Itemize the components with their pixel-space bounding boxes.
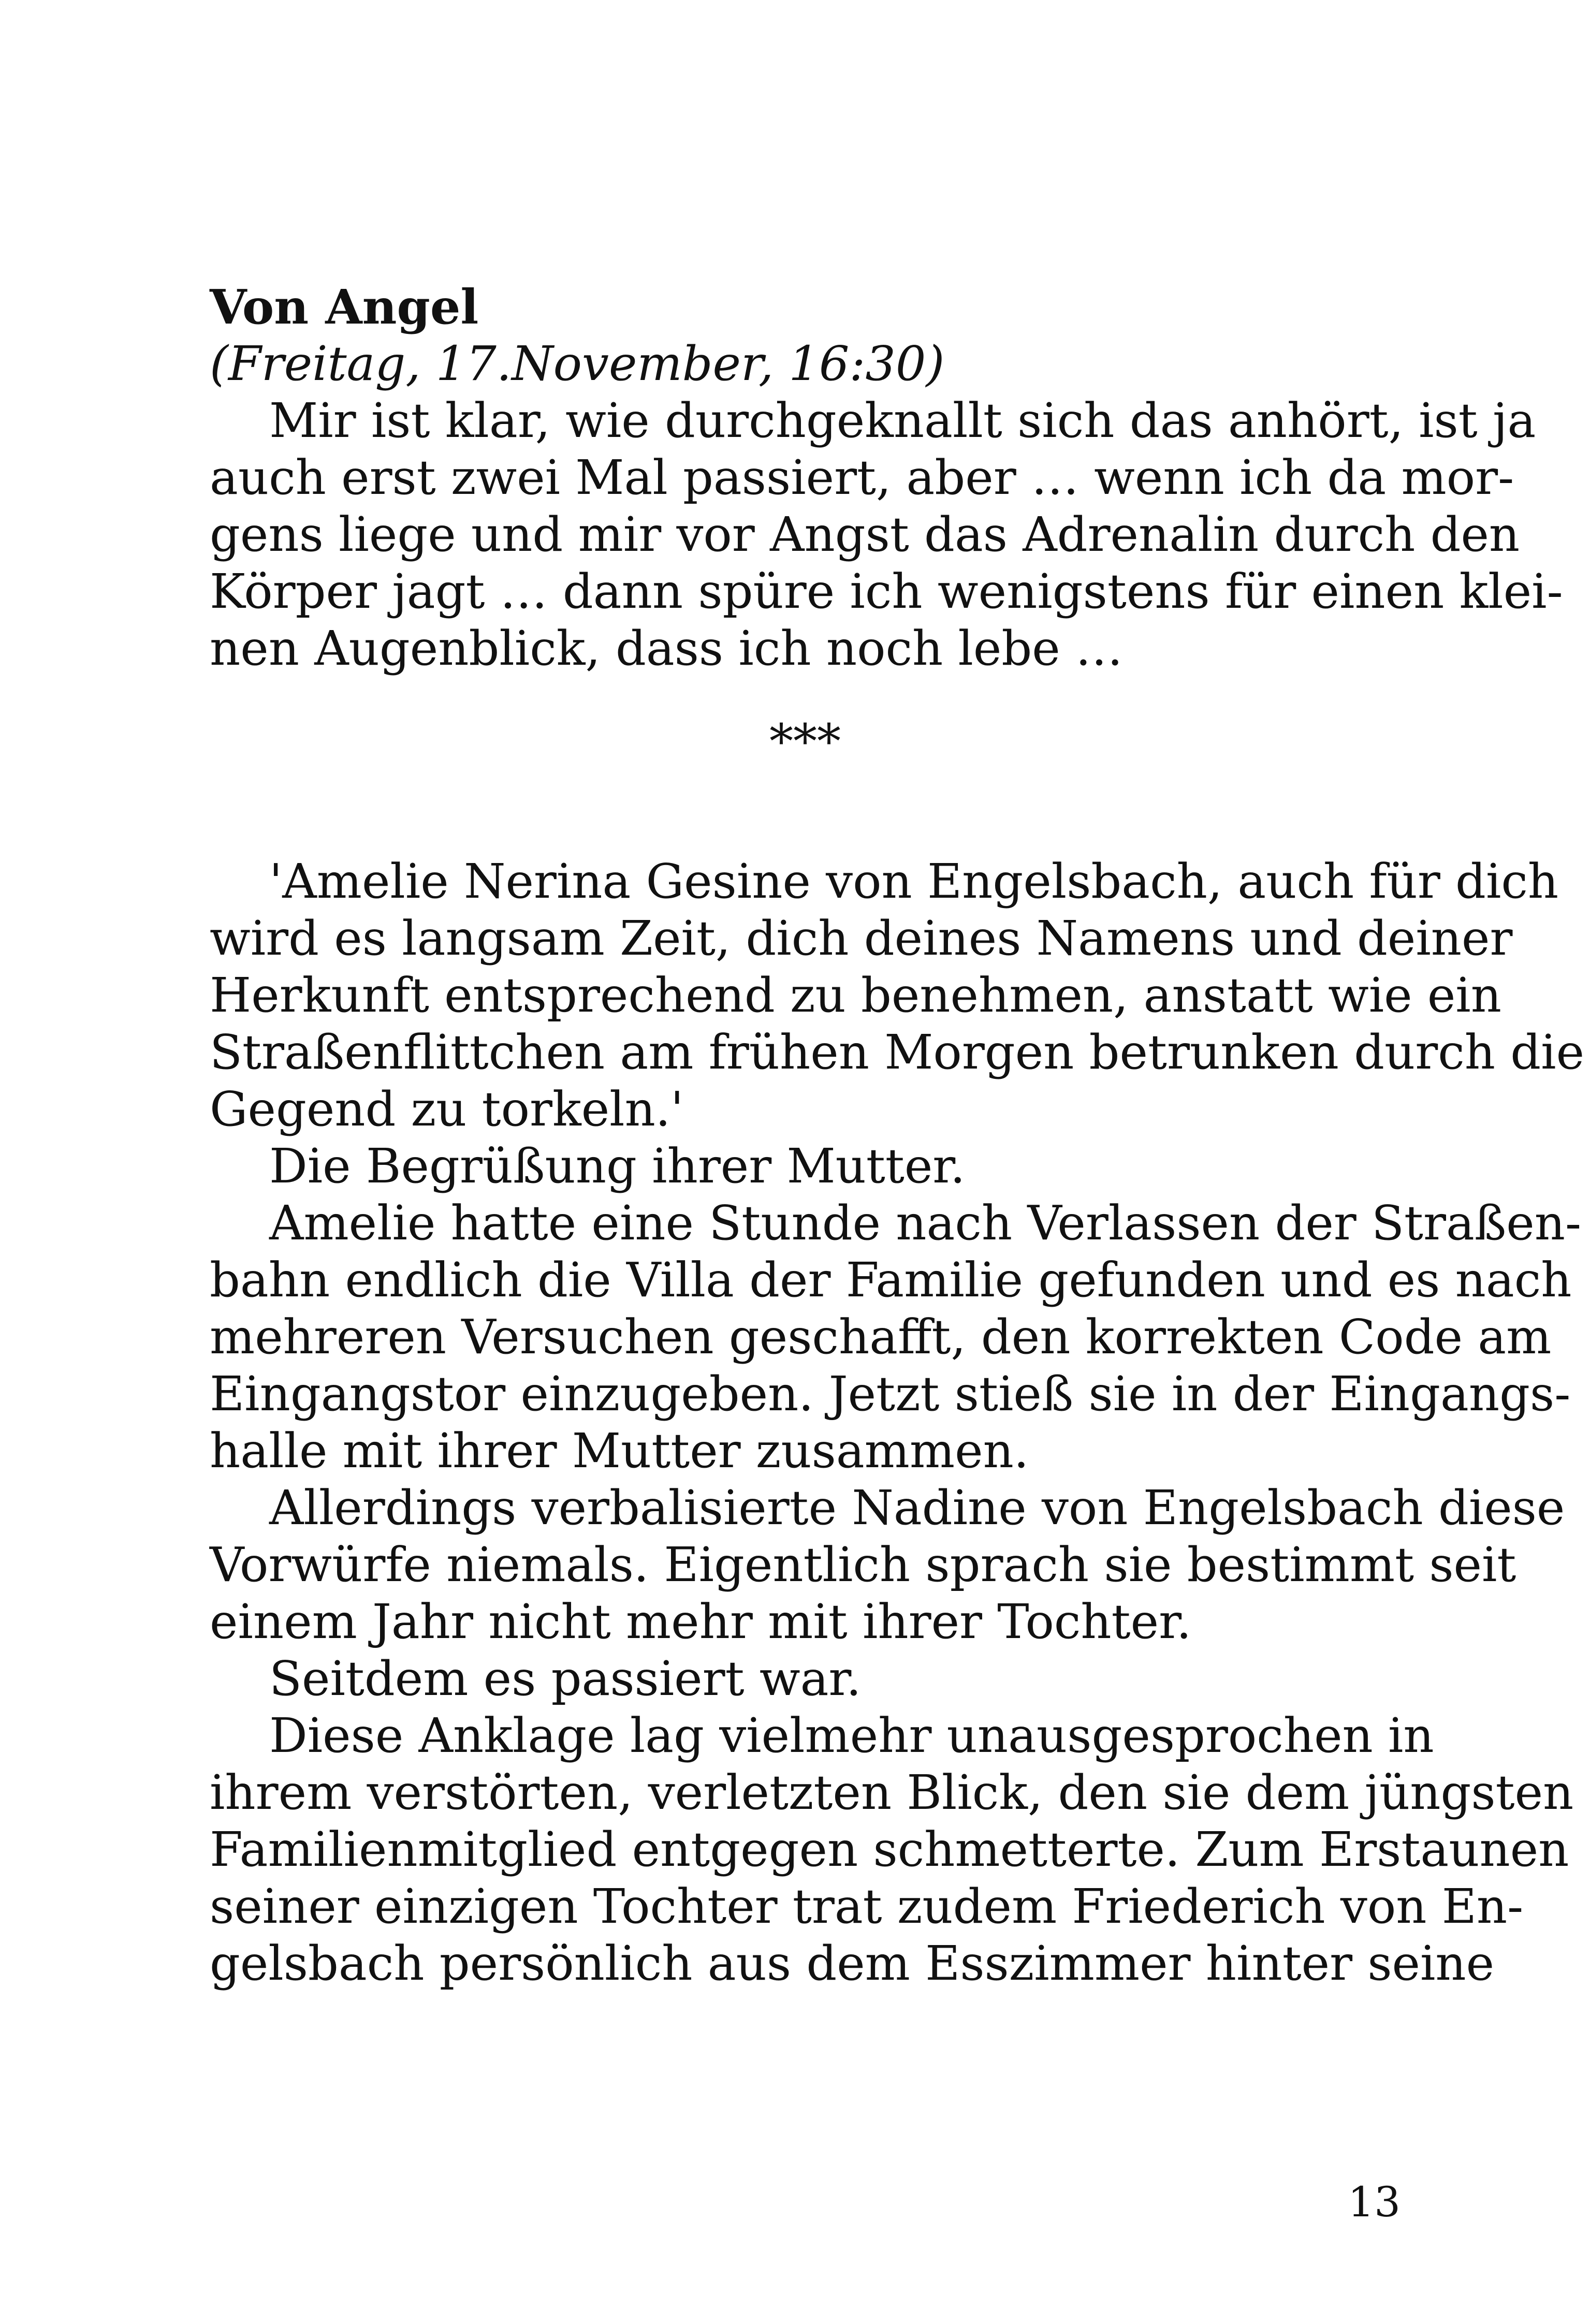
text-line: einem Jahr nicht mehr mit ihrer Tochter. (210, 1594, 1192, 1649)
text-line: Allerdings verbalisierte Nadine von Engelsbach diese (269, 1480, 1565, 1536)
section-heading: Von Angel (210, 279, 479, 335)
text-line: Amelie hatte eine Stunde nach Verlassen der Straßen- (269, 1195, 1582, 1251)
text-line: wird es langsam Zeit, dich deines Namens und deiner (210, 911, 1513, 966)
text-line: bahn endlich die Villa der Familie gefunden und es nach (210, 1252, 1572, 1308)
text-line: mehreren Versuchen geschafft, den korrekten Code am (210, 1309, 1552, 1365)
text-line: Eingangstor einzugeben. Jetzt stieß sie in der Eingangs- (210, 1366, 1571, 1422)
text-line: 'Amelie Nerina Gesine von Engelsbach, auch für dich (269, 854, 1559, 909)
body-text (210, 853, 1585, 1992)
scene-separator: *** (769, 714, 841, 769)
text-line: halle mit ihrer Mutter zusammen. (210, 1423, 1029, 1479)
text-line: ihrem verstörten, verletzten Blick, den sie dem jüngsten (210, 1765, 1574, 1820)
text-line: seiner einzigen Tochter trat zudem Friederich von En- (210, 1879, 1524, 1934)
text-line: Mir ist klar, wie durchgeknallt sich das anhört, ist ja (269, 393, 1536, 448)
intro-paragraph (210, 392, 1563, 677)
page-number: 13 (1348, 2178, 1401, 2226)
text-line: Seitdem es passiert war. (269, 1651, 862, 1706)
text-line: auch erst zwei Mal passiert, aber … wenn ich da mor- (210, 450, 1514, 505)
dateline: (Freitag, 17.November, 16:30) (210, 336, 945, 391)
text-line: Vorwürfe niemals. Eigentlich sprach sie bestimmt seit (210, 1537, 1516, 1592)
page-content (210, 279, 1585, 1992)
text-line: Diese Anklage lag vielmehr unausgesprochen in (269, 1708, 1434, 1763)
text-line: Die Begrüßung ihrer Mutter. (269, 1138, 966, 1194)
text-line: Straßenflittchen am frühen Morgen betrunken durch die (210, 1025, 1585, 1080)
text-line: Körper jagt … dann spüre ich wenigstens für einen klei- (210, 564, 1563, 619)
text-line: gelsbach persönlich aus dem Esszimmer hinter seine (210, 1936, 1495, 1991)
text-line: Herkunft entsprechend zu benehmen, anstatt wie ein (210, 968, 1501, 1023)
text-line: Gegend zu torkeln.' (210, 1081, 684, 1137)
text-line: Familienmitglied entgegen schmetterte. Zum Erstaunen (210, 1822, 1569, 1877)
text-line: nen Augenblick, dass ich noch lebe … (210, 621, 1123, 676)
text-line: gens liege und mir vor Angst das Adrenalin durch den (210, 507, 1520, 562)
